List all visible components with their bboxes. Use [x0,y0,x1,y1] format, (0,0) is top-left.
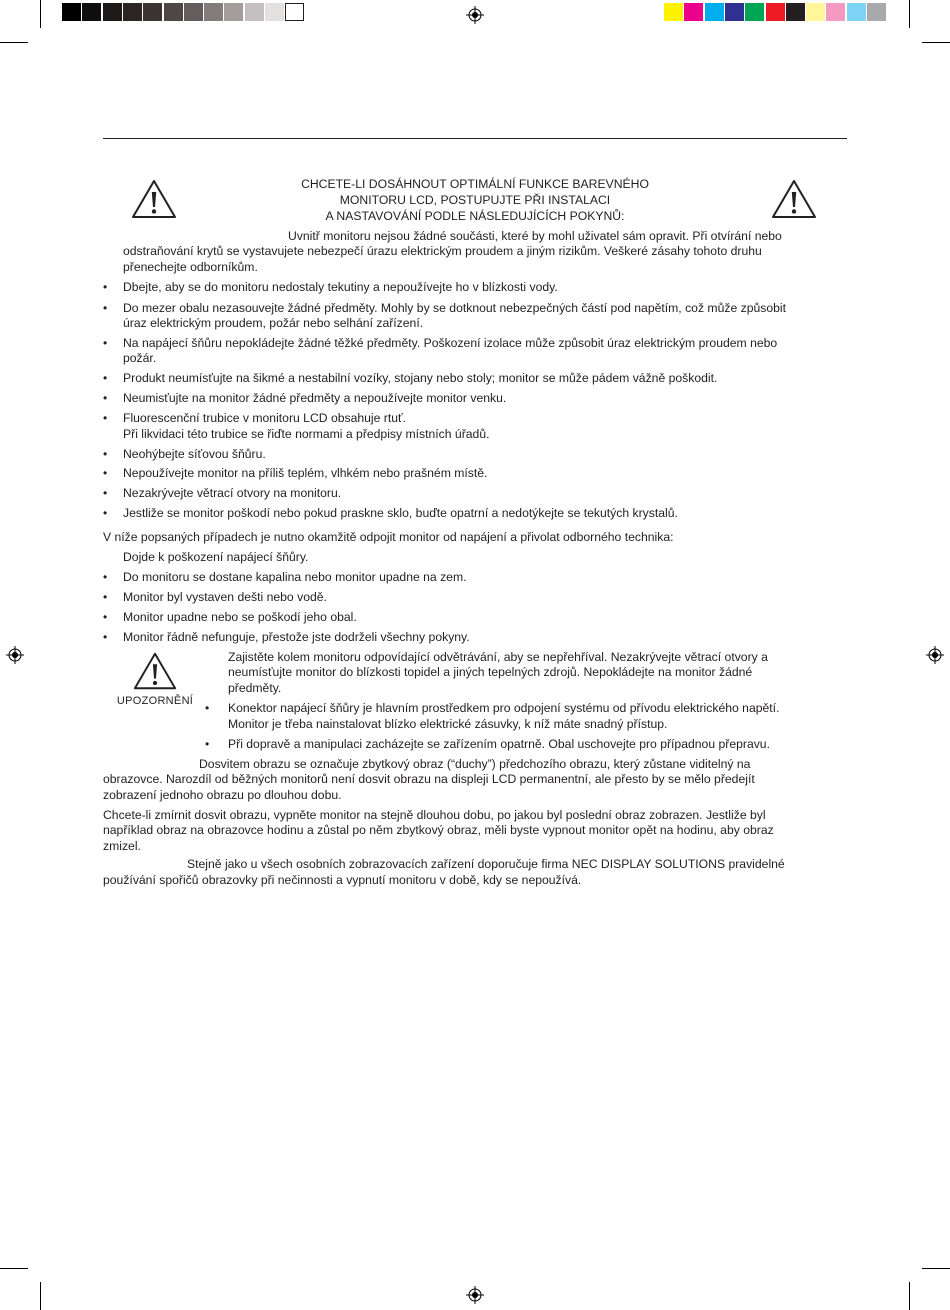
crop-mark [909,0,910,28]
color-swatch [705,3,724,21]
bullet-dot: • [103,506,108,520]
crop-mark [922,42,950,43]
color-swatch [867,3,886,21]
bullet-dot: • [103,447,108,461]
list-item: Na napájecí šňůru nepokládejte žádné těžké předměty. Poškození izolace může způsobit úraz elektrickým proudem nebo [123,336,778,350]
bullet-dot: • [205,701,210,715]
color-swatch [725,3,744,21]
caution-text-line: Zajistěte kolem monitoru odpovídající odvětrávání, aby se nepřehříval. Nezakrývejte větrací otvory a [228,650,768,664]
gray-swatch [184,3,203,21]
paragraph-line: obrazovce. Narozdíl od běžných monitorů není dosvit obrazu na displeji LCD permanentní, ale přesto by se mělo předejít [103,772,755,786]
paragraph-line: zobrazení jednoho obrazu po dlouhou dobu. [103,788,342,802]
list-item: Konektor napájecí šňůry je hlavním prostředkem pro odpojení systému od přívodu elektrického napětí. [228,701,780,715]
bullet-dot: • [103,280,108,294]
list-item: Monitor byl vystaven dešti nebo vodě. [123,590,327,604]
bullet-dot: • [103,466,108,480]
paragraph-line: Chcete-li zmírnit dosvit obrazu, vypněte monitor na stejně dlouhou dobu, po jakou byl poslední obraz zobrazen. Jestliže byl [103,808,766,822]
bullet-dot: • [103,610,108,624]
gray-swatch [82,3,101,21]
gray-swatch [285,3,304,21]
registration-mark-icon [466,1286,484,1304]
bullet-dot: • [103,391,108,405]
top-rule [103,138,847,139]
bullet-dot: • [103,486,108,500]
gray-swatch [164,3,183,21]
color-swatch [826,3,845,21]
gray-swatch [204,3,223,21]
paragraph-line: používání spořičů obrazovky při nečinnosti a vypnutí monitoru v době, kdy se nepoužívá. [103,873,582,887]
paragraph-line: například obraz na obrazovce hodinu a zůstal po něm zbytkový obraz, měli byste vypnout monitor opět na hodinu, aby obraz [103,823,774,837]
list-item: Při likvidaci této trubice se řiďte normami a předpisy místních úřadů. [123,427,490,441]
bullet-dot: • [103,371,108,385]
color-swatch [745,3,764,21]
gray-swatch [62,3,81,21]
caution-text-line: předměty. [228,681,282,695]
bullet-dot: • [205,737,210,751]
list-item: Do mezer obalu nezasouvejte žádné předměty. Mohly by se dotknout nebezpečných částí pod napětím, což může způsobit [123,301,787,315]
disconnect-intro: V níže popsaných případech je nutno okamžitě odpojit monitor od napájení a přivolat odborného technika: [103,530,674,544]
crop-mark [0,1268,28,1269]
bullet-dot: • [103,630,108,644]
color-swatch [664,3,683,21]
list-item: úraz elektrickým proudem, požár nebo selhání zařízení. [123,316,424,330]
registration-mark-icon [926,646,944,664]
gray-swatch [103,3,122,21]
paragraph-line: zmizel. [103,839,141,853]
list-item: Dojde k poškození napájecí šňůry. [123,550,309,564]
list-item: Produkt neumísťujte na šikmé a nestabilní vozíky, stojany nebo stoly; monitor se může pádem vážně poškodit. [123,371,718,385]
list-item: Jestliže se monitor poškodí nebo pokud praskne sklo, buďte opatrní a nedotýkejte se tekutých krystalů. [123,506,678,520]
bullet-dot: • [103,336,108,350]
warning-triangle-icon [132,650,178,692]
list-item: Neumisťujte na monitor žádné předměty a nepoužívejte monitor venku. [123,391,507,405]
registration-mark-icon [466,6,484,24]
color-swatch [684,3,703,21]
bullet-dot: • [103,590,108,604]
paragraph-line: Dosvitem obrazu se označuje zbytkový obraz (“duchy”) předchozího obrazu, který zůstane viditelný na [199,757,751,771]
intro-line: Uvnitř monitoru nejsou žádné součásti, které by mohl uživatel sám opravit. Při otvírání nebo [288,229,782,243]
list-item: Monitor upadne nebo se poškodí jeho obal. [123,610,357,624]
gray-swatch [245,3,264,21]
caution-label: UPOZORNĚNÍ [116,695,194,707]
list-item: Fluorescenční trubice v monitoru LCD obsahuje rtuť. [123,411,406,425]
crop-mark [40,0,41,28]
color-swatch [806,3,825,21]
caution-text-line: neumísťujte monitor do blízkosti topidel a jiných tepelných zdrojů. Nepokládejte na monitor žádné [228,665,753,679]
crop-mark [40,1282,41,1310]
list-item: Neohýbejte síťovou šňůru. [123,447,266,461]
list-item: Při dopravě a manipulaci zacházejte se zařízením opatrně. Obal uschovejte pro případnou přepravu. [228,737,770,751]
list-item: Do monitoru se dostane kapalina nebo monitor upadne na zem. [123,570,467,584]
color-swatch [786,3,805,21]
list-item: požár. [123,351,157,365]
bullet-dot: • [103,411,108,425]
heading-line: CHCETE-LI DOSÁHNOUT OPTIMÁLNÍ FUNKCE BAREVNÉHO [301,177,649,191]
heading-line: MONITORU LCD, POSTUPUJTE PŘI INSTALACI [339,193,611,207]
bullet-dot: • [103,301,108,315]
intro-line: přenechejte odborníkům. [123,260,258,274]
paragraph-line: Stejně jako u všech osobních zobrazovacích zařízení doporučuje firma NEC DISPLAY SOLUTIONS pravidelné [187,857,785,871]
list-item: Nezakrývejte větrací otvory na monitoru. [123,486,342,500]
gray-swatch [143,3,162,21]
warning-triangle-icon [130,178,178,220]
color-swatch [847,3,866,21]
list-item: Monitor je třeba nainstalovat blízko elektrické zásuvky, k níž máte snadný přístup. [228,717,668,731]
crop-mark [909,1282,910,1310]
heading-line: A NASTAVOVÁNÍ PODLE NÁSLEDUJÍCÍCH POKYNŮ: [325,209,625,223]
gray-swatch [224,3,243,21]
crop-mark [922,1268,950,1269]
gray-swatch [123,3,142,21]
bullet-dot: • [103,570,108,584]
list-item: Nepoužívejte monitor na příliš teplém, vlhkém nebo prašném místě. [123,466,488,480]
intro-line: odstraňování krytů se vystavujete nebezpečí úrazu elektrickým proudem a jiným rizikům. Veškeré zásahy tohoto druhu [123,244,762,258]
gray-swatch [265,3,284,21]
registration-mark-icon [6,646,24,664]
warning-triangle-icon [770,178,818,220]
crop-mark [0,42,28,43]
color-swatch [766,3,785,21]
list-item: Dbejte, aby se do monitoru nedostaly tekutiny a nepoužívejte ho v blízkosti vody. [123,280,558,294]
list-item: Monitor řádně nefunguje, přestože jste dodrželi všechny pokyny. [123,630,470,644]
